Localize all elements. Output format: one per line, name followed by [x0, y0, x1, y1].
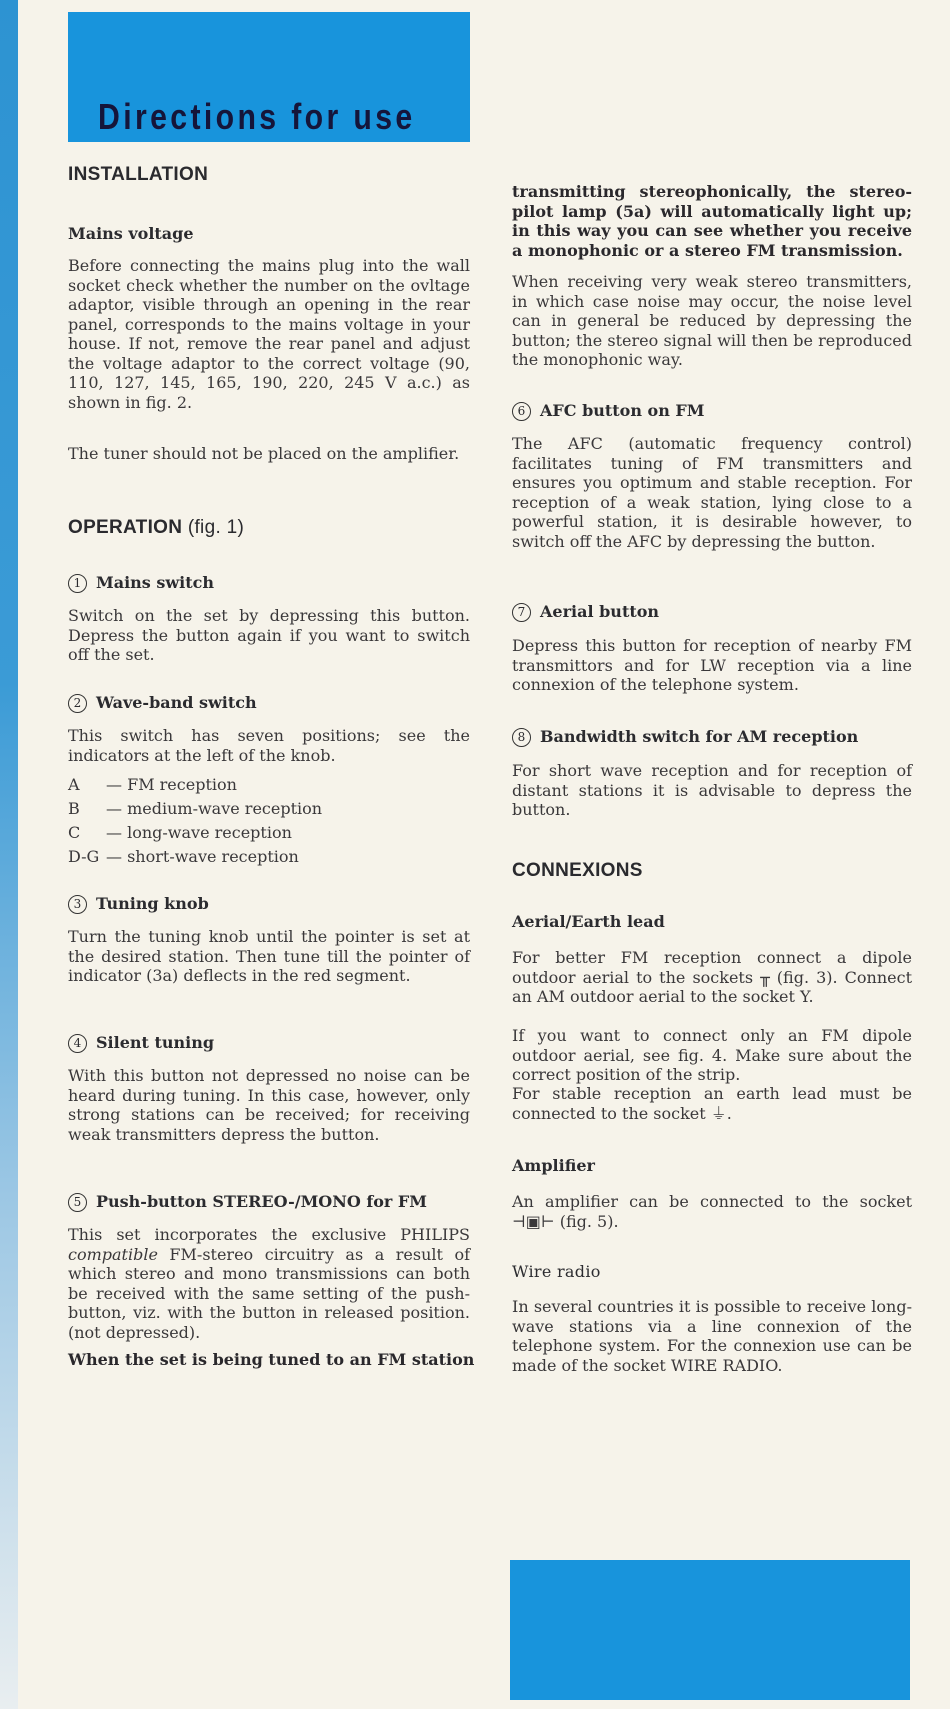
section-3-text: Turn the tuning knob until the pointer is set at the desired station. Then tune till the pointer of indicator (3a) deflects in the red segment.: [68, 927, 470, 985]
section-2-heading: [68, 693, 470, 713]
section-4-heading: [68, 1033, 470, 1053]
wave-band-key: B: [68, 799, 80, 818]
section-1-text: Switch on the set by depressing this button. Depress the button again if you want to switch off the set.: [68, 606, 470, 664]
operation-heading-fig: (fig. 1): [187, 517, 245, 538]
section-1-heading: [68, 573, 470, 593]
section-5-bold-text: When the set is being tuned to an FM station: [68, 1350, 475, 1369]
section-1-number: 1: [68, 574, 87, 593]
section-3-heading: [68, 894, 470, 914]
section-5-text-b: FM-stereo circuitry as a result of which stereo and mono transmissions can both be received with the same setting of the push-button, viz. with the button in released position. (not depressed).: [68, 1244, 470, 1342]
aerial-text-3: For stable reception an earth lead must be connected to the socket ⏚.: [512, 1084, 912, 1123]
section-2-title: Wave-band switch: [96, 693, 257, 712]
stereo-pilot-bold-text: transmitting stereophonically, the stereo-pilot lamp (5a) will automatically light up; in this way you can see whether you receive a monophonic or a stereo FM transmission.: [512, 182, 912, 260]
section-4-title: Silent tuning: [96, 1033, 215, 1052]
section-6-text: The AFC (automatic frequency control) facilitates tuning of FM transmitters and ensures you optimum and stable reception. For reception of a weak station, lying close to a powerful station, it is desirable however, to switch off the AFC by depressing the button.: [512, 434, 912, 551]
page-title: Directions for use: [98, 96, 416, 137]
section-7-number: 7: [512, 603, 531, 622]
section-6-number: 6: [512, 402, 531, 421]
blue-edge-strip: [0, 0, 18, 1709]
wave-band-item: [68, 799, 322, 818]
aerial-text-1: For better FM reception connect a dipole outdoor aerial to the sockets ╥ (fig. 3). Connect an AM outdoor aerial to the socket Y.: [512, 948, 912, 1006]
section-5-text-em: compatible: [68, 1244, 158, 1264]
section-7-title: Aerial button: [540, 602, 660, 621]
section-7-heading: [512, 602, 912, 622]
aerial-earth-heading: Aerial/Earth lead: [512, 912, 665, 931]
section-8-heading: [512, 727, 912, 747]
wave-band-key: D-G: [68, 847, 100, 866]
connexions-heading: CONNEXIONS: [512, 860, 643, 881]
mains-voltage-text: Before connecting the mains plug into the wall socket check whether the number on the ovltage adaptor, visible through an opening in the rear panel, corresponds to the mains voltage in your house. If not, remove the rear panel and adjust the voltage adaptor to the correct voltage (90, 110, 127, 145, 165, 190, 220, 245 V a.c.) as shown in fig. 2.: [68, 256, 470, 412]
wave-band-item: [68, 775, 237, 794]
section-6-title: AFC button on FM: [540, 401, 705, 420]
wave-band-key: C: [68, 823, 81, 842]
section-5-heading: [68, 1192, 470, 1212]
section-8-text: For short wave reception and for reception of distant stations it is advisable to depress the button.: [512, 761, 912, 819]
amplifier-text: An amplifier can be connected to the socket ⊣▣⊢ (fig. 5).: [512, 1192, 912, 1231]
section-5-number: 5: [68, 1193, 87, 1212]
section-3-title: Tuning knob: [96, 894, 209, 913]
wave-band-key: A: [68, 775, 80, 794]
weak-stereo-text: When receiving very weak stereo transmitters, in which case noise may occur, the noise level can in general be reduced by depressing the button; the stereo signal will then be reproduced the monophonic way.: [512, 272, 912, 369]
section-2-number: 2: [68, 694, 87, 713]
section-6-heading: [512, 401, 912, 421]
section-2-text: This switch has seven positions; see the indicators at the left of the knob.: [68, 726, 470, 765]
wave-band-item: [68, 823, 292, 842]
section-5-title: Push-button STEREO-/MONO for FM: [96, 1192, 427, 1211]
section-1-title: Mains switch: [96, 573, 214, 592]
wave-band-value: — long-wave reception: [106, 823, 292, 842]
operation-heading-label: OPERATION: [68, 517, 183, 538]
wave-band-item: [68, 847, 299, 866]
section-3-number: 3: [68, 895, 87, 914]
aerial-text-2: If you want to connect only an FM dipole outdoor aerial, see fig. 4. Make sure about the correct position of the strip.: [512, 1026, 912, 1084]
section-5-text: [68, 1225, 470, 1342]
section-4-number: 4: [68, 1034, 87, 1053]
section-8-number: 8: [512, 728, 531, 747]
amplifier-heading: Amplifier: [512, 1156, 595, 1175]
wave-band-value: — short-wave reception: [106, 847, 299, 866]
mains-voltage-heading: Mains voltage: [68, 224, 194, 243]
wave-band-value: — medium-wave reception: [106, 799, 323, 818]
placement-text: The tuner should not be placed on the amplifier.: [68, 444, 460, 463]
section-7-text: Depress this button for reception of nearby FM transmittors and for LW reception via a line connexion of the telephone system.: [512, 636, 912, 694]
wave-band-value: — FM reception: [106, 775, 237, 794]
wire-radio-heading: Wire radio: [512, 1262, 601, 1281]
section-5-text-a: This set incorporates the exclusive PHILIPS: [68, 1225, 470, 1244]
section-4-text: With this button not depressed no noise can be heard during tuning. In this case, however, only strong stations can be received; for receiving weak transmitters depress the button.: [68, 1066, 470, 1144]
footer-bar: [510, 1560, 910, 1700]
operation-heading: [68, 517, 470, 539]
section-8-title: Bandwidth switch for AM reception: [540, 727, 859, 746]
wire-radio-text: In several countries it is possible to receive long-wave stations via a line connexion of the telephone system. For the connexion use can be made of the socket WIRE RADIO.: [512, 1297, 912, 1375]
installation-heading: INSTALLATION: [68, 164, 209, 185]
